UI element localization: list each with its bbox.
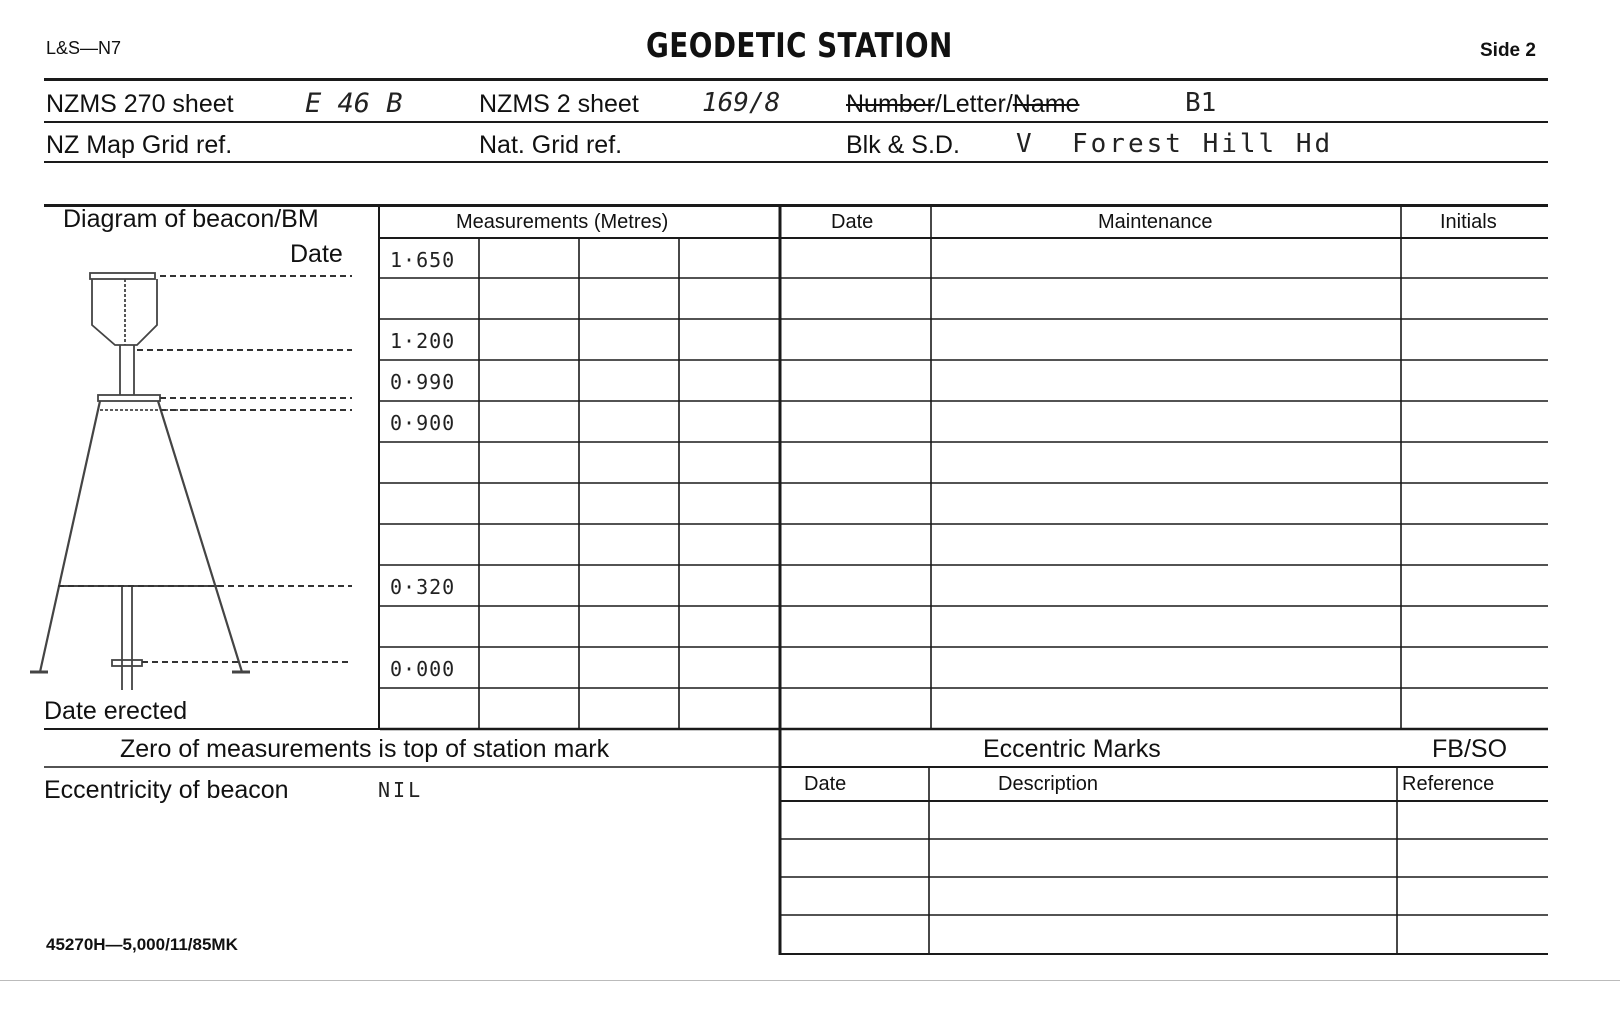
id-sep-2: / xyxy=(1005,90,1013,118)
nzms270-label: NZMS 270 sheet xyxy=(46,90,234,118)
natgrid-label: Nat. Grid ref. xyxy=(479,131,623,159)
eccentricity-label: Eccentricity of beacon xyxy=(44,776,289,804)
side-label: Side 2 xyxy=(1480,40,1536,61)
sd-value[interactable]: Forest Hill Hd xyxy=(1072,129,1334,159)
measurement-cell[interactable]: 0·000 xyxy=(390,657,456,681)
measurements-header: Measurements (Metres) xyxy=(456,211,669,233)
name-struck: Name xyxy=(1012,90,1080,118)
id-sep-1: / xyxy=(934,90,942,118)
maintenance-date-header: Date xyxy=(831,211,874,233)
diagram-title: Diagram of beacon/BM xyxy=(63,205,319,233)
letter-label: Letter xyxy=(941,90,1006,118)
print-code: 45270H—5,000/11/85MK xyxy=(46,935,238,954)
maintenance-header: Maintenance xyxy=(1098,211,1213,233)
fbso-label: FB/SO xyxy=(1432,735,1508,763)
initials-header: Initials xyxy=(1440,211,1497,233)
mapgrid-label: NZ Map Grid ref. xyxy=(46,131,233,159)
measurement-cell[interactable]: 0·900 xyxy=(390,411,456,435)
measurement-cell[interactable]: 0·320 xyxy=(390,575,456,599)
zero-note: Zero of measurements is top of station mark xyxy=(120,735,610,763)
measurement-cell[interactable]: 1·200 xyxy=(390,329,456,353)
eccentricity-value[interactable]: NIL xyxy=(378,778,424,802)
row-lines xyxy=(380,278,1548,688)
eccentric-date-header: Date xyxy=(804,773,847,795)
nzms2-label: NZMS 2 sheet xyxy=(479,90,639,118)
nzms270-value[interactable]: E 46 B xyxy=(305,88,403,119)
number-struck: Number xyxy=(846,90,935,118)
form-code: L&S—N7 xyxy=(46,38,122,58)
measurement-cell[interactable]: 0·990 xyxy=(390,370,456,394)
blk-sd-label: Blk & S.D. xyxy=(846,131,960,159)
nzms2-value[interactable]: 169/8 xyxy=(702,88,781,118)
form-title: GEODETIC STATION xyxy=(646,26,953,66)
station-id-value[interactable]: B1 xyxy=(1185,88,1217,118)
date-erected-label: Date erected xyxy=(44,697,188,725)
eccentric-description-header: Description xyxy=(998,773,1099,795)
diagram-date-label: Date xyxy=(290,240,343,268)
eccentric-marks-title: Eccentric Marks xyxy=(983,735,1161,763)
scan-edge xyxy=(0,980,1620,981)
blk-value[interactable]: V xyxy=(1016,129,1032,159)
measurement-cell[interactable]: 1·650 xyxy=(390,248,456,272)
eccentric-reference-header: Reference xyxy=(1402,773,1495,795)
